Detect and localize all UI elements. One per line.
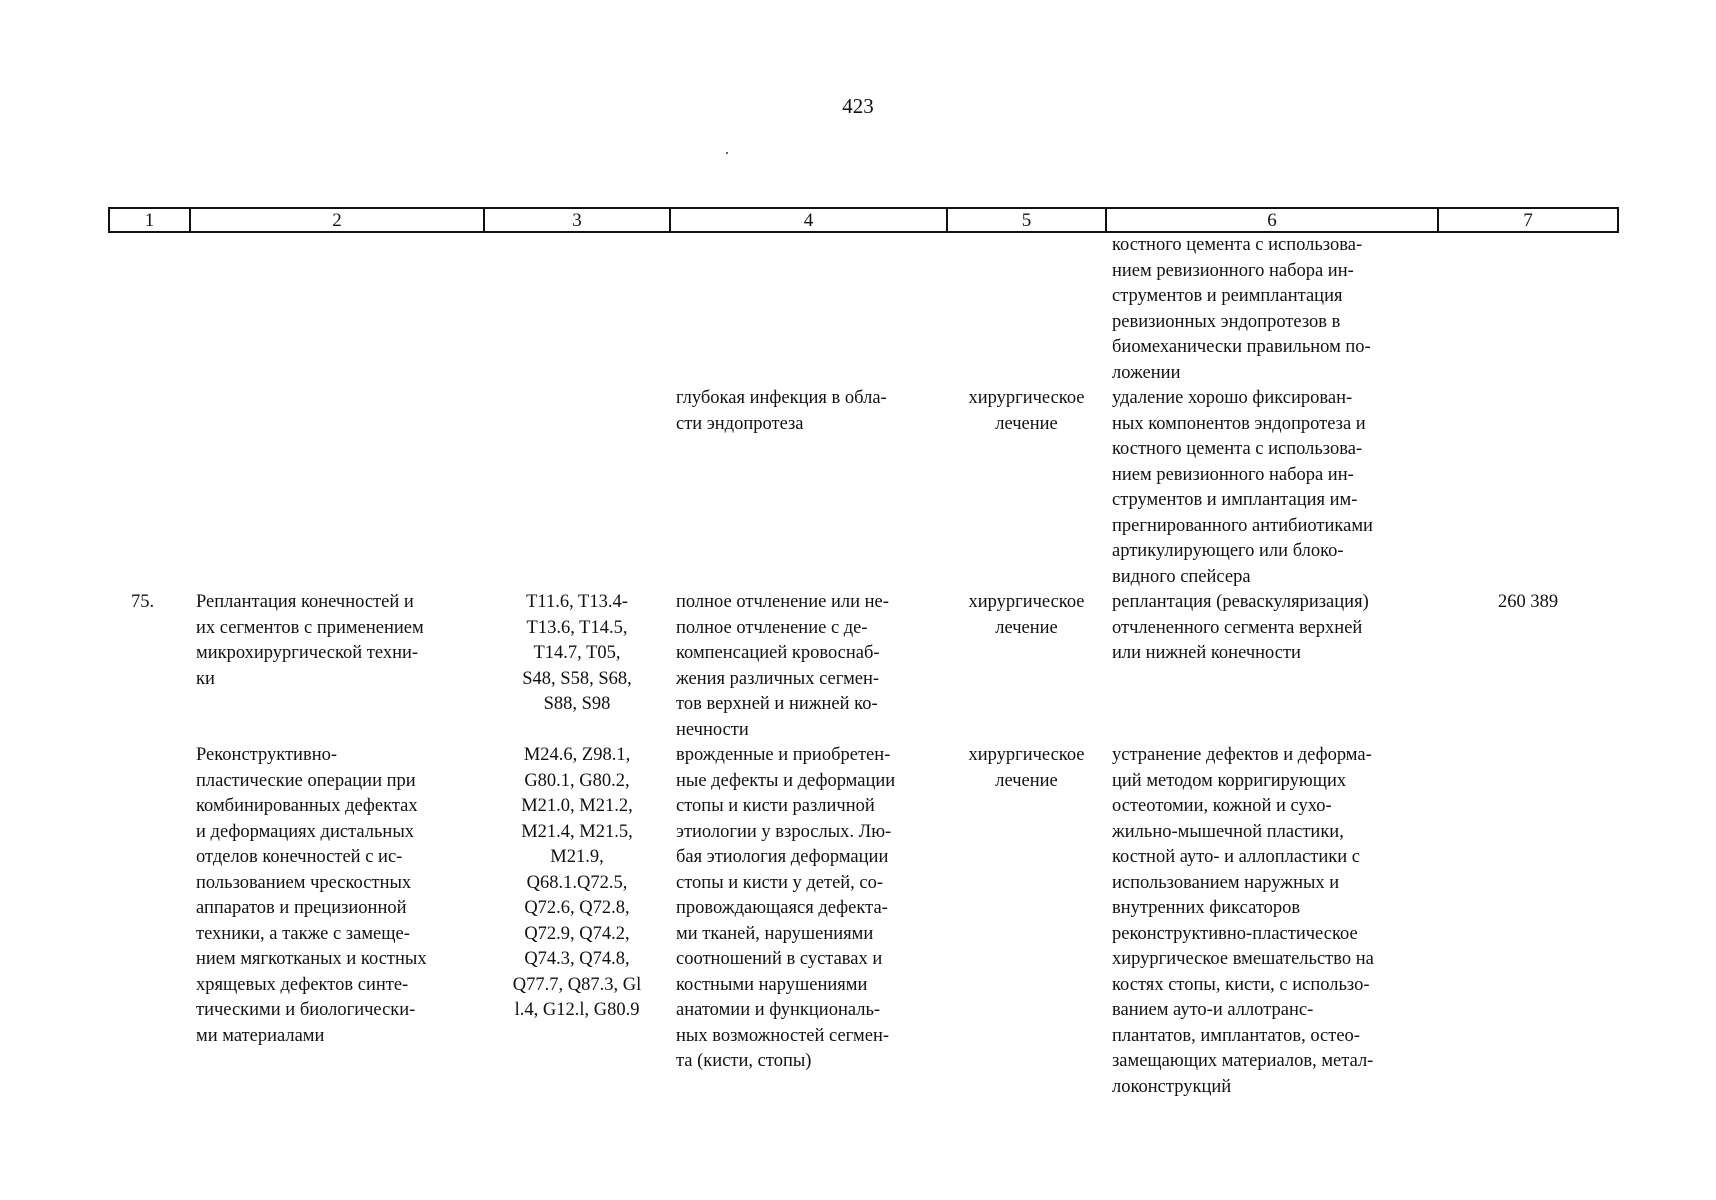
treatment-method-line: замещающих материалов, метал- xyxy=(1112,1051,1374,1071)
treatment-method-line: локонструкций xyxy=(1112,1076,1232,1097)
care-type xyxy=(947,232,1106,386)
treatment-method-line: внутренних фиксаторов xyxy=(1112,898,1301,918)
table-row xyxy=(109,386,1618,590)
diagnosis-codes xyxy=(484,232,670,386)
column-header-3: 3 xyxy=(484,208,670,232)
condition-description-line: этиологии у взрослых. Лю- xyxy=(676,821,892,842)
header-row xyxy=(109,208,1618,232)
treatment-method-line: костного цемента с использова- xyxy=(1112,235,1363,255)
diagnosis-codes-line: G80.1, G80.2, xyxy=(524,770,630,791)
treatment-method-line: костного цемента с использова- xyxy=(1112,439,1363,459)
treatment-method-line: ций методом корригирующих xyxy=(1112,770,1347,791)
treatment-method-line: остеотомии, кожной и сухо- xyxy=(1112,796,1332,816)
scan-speck xyxy=(726,152,728,154)
procedure-name-line: нием мягкотканых и костных xyxy=(196,949,427,969)
column-header-7: 7 xyxy=(1438,208,1618,232)
condition-description xyxy=(670,232,947,386)
page-number: 423 xyxy=(842,94,874,118)
procedure-name-line: техники, а также с замеще- xyxy=(196,923,410,944)
diagnosis-codes-line: M21.4, M21.5, xyxy=(521,821,633,842)
treatment-method-line: устранение дефектов и деформа- xyxy=(1112,745,1372,765)
treatment-method xyxy=(1106,232,1438,386)
column-header-1: 1 xyxy=(109,208,190,232)
condition-description-line: полное отчленение или не- xyxy=(676,592,889,612)
diagnosis-codes-line: Q68.1.Q72.5, xyxy=(526,872,628,893)
procedure-name-line: пластические операции при xyxy=(196,770,416,791)
row-number xyxy=(109,232,190,386)
procedure-name-line: и деформациях дистальных xyxy=(196,821,415,842)
care-type xyxy=(947,386,1106,590)
row-number xyxy=(109,386,190,590)
table-row xyxy=(109,743,1618,1100)
treatment-method-line: нием ревизионного набора ин- xyxy=(1112,464,1354,485)
table-body xyxy=(109,232,1618,1100)
treatment-method-line: или нижней конечности xyxy=(1112,643,1301,663)
table-row xyxy=(109,232,1618,386)
care-type-line: лечение xyxy=(995,413,1058,434)
condition-description-line: полное отчленение с де- xyxy=(676,617,868,638)
condition-description-line: тов верхней и нижней ко- xyxy=(676,694,878,714)
diagnosis-codes-line: l.4, G12.l, G80.9 xyxy=(514,1000,640,1020)
procedure-name xyxy=(190,590,484,743)
procedure-name-line: ки xyxy=(196,668,215,689)
treatment-method-line: плантатов, имплантатов, остео- xyxy=(1112,1025,1360,1046)
condition-description xyxy=(670,386,947,590)
treatment-method xyxy=(1106,590,1438,743)
cost-value xyxy=(1438,743,1618,1100)
treatment-method-line: ложении xyxy=(1112,362,1181,383)
treatment-method-line: отчлененного сегмента верхней xyxy=(1112,617,1363,638)
treatment-method-line: артикулирующего или блоко- xyxy=(1112,541,1344,561)
treatment-method-line: видного спейсера xyxy=(1112,566,1251,587)
procedure-name xyxy=(190,232,484,386)
treatment-method-line: костях стопы, кисти, с использо- xyxy=(1112,974,1370,995)
procedure-name-line: хрящевых дефектов синте- xyxy=(196,974,409,995)
procedure-name-line: тическими и биологически- xyxy=(196,1000,416,1020)
condition-description-line: стопы и кисти у детей, со- xyxy=(676,872,884,893)
condition-description-line: жения различных сегмен- xyxy=(676,668,880,689)
care-type-line: хирургическое xyxy=(968,592,1085,612)
procedure-name-line: комбинированных дефектах xyxy=(196,796,418,816)
condition-description xyxy=(670,590,947,743)
condition-description-line: анатомии и функциональ- xyxy=(676,1000,881,1020)
treatment-method-line: ванием ауто-и аллотранс- xyxy=(1112,1000,1314,1020)
diagnosis-codes-line: M24.6, Z98.1, xyxy=(523,745,631,765)
condition-description-line: сти эндопротеза xyxy=(676,413,804,434)
condition-description-line: провождающаяся дефекта- xyxy=(676,898,888,918)
treatment-method-line: биомеханически правильном по- xyxy=(1112,337,1371,357)
condition-description-line: ми тканей, нарушениями xyxy=(676,923,874,944)
diagnosis-codes-line: Q72.6, Q72.8, xyxy=(524,898,630,918)
care-type xyxy=(947,590,1106,743)
diagnosis-codes-line: Q74.3, Q74.8, xyxy=(524,949,630,969)
procedure-name-line: Реплантация конечностей и xyxy=(196,592,414,612)
table-row xyxy=(109,590,1618,743)
condition-description-line: бая этиология деформации xyxy=(676,847,889,867)
diagnosis-codes-line: M21.0, M21.2, xyxy=(521,796,633,816)
diagnosis-codes xyxy=(484,743,670,1100)
column-header-5: 5 xyxy=(947,208,1106,232)
procedure-name-line: отделов конечностей с ис- xyxy=(196,847,403,867)
condition-description-line: глубокая инфекция в обла- xyxy=(676,388,887,408)
column-header-2: 2 xyxy=(190,208,484,232)
diagnosis-codes-line: T14.7, T05, xyxy=(533,643,621,663)
diagnosis-codes xyxy=(484,386,670,590)
condition-description-line: компенсацией кровоснаб- xyxy=(676,643,880,663)
procedure-name xyxy=(190,743,484,1100)
treatment-method-line: струментов и имплантация им- xyxy=(1112,490,1358,510)
treatment-method-line: струментов и реимплантация xyxy=(1112,286,1343,306)
care-type-line: хирургическое xyxy=(968,388,1085,408)
treatment-method-line: ных компонентов эндопротеза и xyxy=(1112,413,1366,434)
care-type-line: лечение xyxy=(995,770,1058,791)
condition-description-line: ных возможностей сегмен- xyxy=(676,1025,890,1046)
condition-description-line: стопы и кисти различной xyxy=(676,796,875,816)
procedure-name-line: пользованием чрескостных xyxy=(196,872,412,893)
cost-value xyxy=(1438,232,1618,386)
column-header-4: 4 xyxy=(670,208,947,232)
treatment-method xyxy=(1106,743,1438,1100)
procedure-name xyxy=(190,386,484,590)
diagnosis-codes-line: T13.6, T14.5, xyxy=(526,617,628,638)
treatment-method-line: удаление хорошо фиксирован- xyxy=(1112,388,1353,408)
condition-description-line: та (кисти, стопы) xyxy=(676,1051,812,1071)
condition-description xyxy=(670,743,947,1100)
treatment-method-line: костной ауто- и аллопластики с xyxy=(1112,847,1361,867)
treatment-method-line: реконструктивно-пластическое xyxy=(1112,923,1358,944)
diagnosis-codes-line: Q77.7, Q87.3, Gl xyxy=(512,974,642,995)
treatment-table xyxy=(108,207,1619,1100)
care-type-line: лечение xyxy=(995,617,1058,638)
column-header-6: 6 xyxy=(1106,208,1438,232)
cost-value: 260 389 xyxy=(1497,592,1559,612)
treatment-method-line: хирургическое вмешательство на xyxy=(1112,949,1374,969)
procedure-name-line: аппаратов и прецизионной xyxy=(196,898,407,918)
treatment-method-line: жильно-мышечной пластики, xyxy=(1112,821,1344,842)
diagnosis-codes-line: M21.9, xyxy=(550,847,604,867)
diagnosis-codes-line: S48, S58, S68, xyxy=(522,668,632,689)
condition-description-line: соотношений в суставах и xyxy=(676,949,883,969)
treatment-method-line: реплантация (реваскуляризация) xyxy=(1112,592,1369,612)
care-type xyxy=(947,743,1106,1100)
condition-description-line: нечности xyxy=(676,719,749,740)
treatment-method-line: ревизионных эндопротезов в xyxy=(1112,311,1341,332)
diagnosis-codes xyxy=(484,590,670,743)
procedure-name-line: микрохирургической техни- xyxy=(196,643,419,663)
cost-value xyxy=(1438,386,1618,590)
treatment-method-line: нием ревизионного набора ин- xyxy=(1112,260,1354,281)
row-number: 75. xyxy=(131,592,155,612)
diagnosis-codes-line: S88, S98 xyxy=(543,694,611,714)
row-number xyxy=(109,743,190,1100)
treatment-method xyxy=(1106,386,1438,590)
condition-description-line: ные дефекты и деформации xyxy=(676,770,896,791)
condition-description-line: костными нарушениями xyxy=(676,974,868,995)
treatment-method-line: использованием наружных и xyxy=(1112,872,1340,893)
diagnosis-codes-line: Q72.9, Q74.2, xyxy=(524,923,630,944)
procedure-name-line: ми материалами xyxy=(196,1025,325,1046)
care-type-line: хирургическое xyxy=(968,745,1085,765)
condition-description-line: врожденные и приобретен- xyxy=(676,745,891,765)
treatment-method-line: прегнированного антибиотиками xyxy=(1112,515,1373,536)
procedure-name-line: их сегментов с применением xyxy=(196,617,424,638)
procedure-name-line: Реконструктивно- xyxy=(196,745,338,765)
diagnosis-codes-line: T11.6, T13.4- xyxy=(526,592,628,612)
